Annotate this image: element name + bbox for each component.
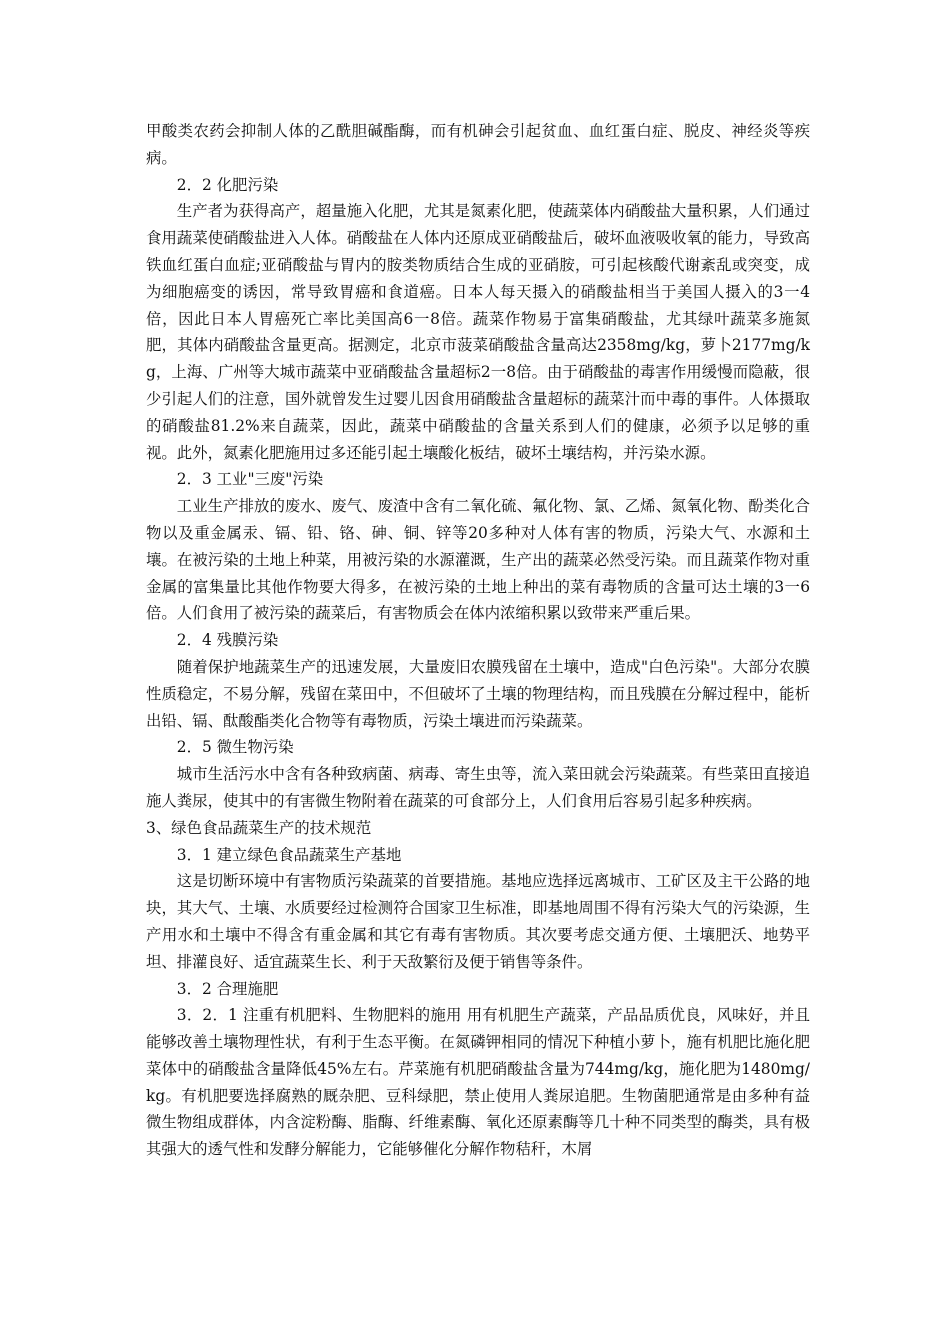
section-heading-3: 3、绿色食品蔬菜生产的技术规范 bbox=[146, 818, 372, 837]
paragraph-organic-fertilizer: 3．2．1 注重有机肥料、生物肥料的施用 用有机肥生产蔬菜，产品品质优良，风味好，并且能够改善土壤物理性状，有利于生态平衡。在氮磷钾相同的情况下种植小萝卜，施有机肥比施化肥菜体中的硝酸盐含量降低45%左右。芹菜施有机肥硝酸盐含量为744mg/kg，施化肥为1480mg/kg。有机肥要选择腐熟的厩杂肥、豆科绿肥，禁止使用人粪尿追肥。生物菌肥通常是由多种有益微生物组成群体，内含淀粉酶、脂酶、纤维素酶、氧化还原素酶等几十种不同类型的酶类，具有极其强大的透气性和发酵分解能力，它能够催化分解作物秸秆，木屑 bbox=[146, 1006, 810, 1159]
subheading-2-4: 2．4 残膜污染 bbox=[176, 631, 279, 650]
paragraph-continued: 甲酸类农药会抑制人体的乙酰胆碱酯酶，而有机砷会引起贫血、血红蛋白症、脱皮、神经炎等疾病。 bbox=[146, 122, 810, 167]
document-page bbox=[146, 118, 810, 1163]
paragraph-fertilizer-pollution: 生产者为获得高产，超量施入化肥，尤其是氮素化肥，使蔬菜体内硝酸盐大量积累，人们通过食用蔬菜使硝酸盐进入人体。硝酸盐在人体内还原成亚硝酸盐后，破坏血液吸收氧的能力，导致高铁血红蛋白血症;亚硝酸盐与胃内的胺类物质结合生成的亚硝胺，可引起核酸代谢紊乱或突变，成为细胞癌变的诱因，常导致胃癌和食道癌。日本人每天摄入的硝酸盐相当于美国人摄入的3一4倍，因此日本人胃癌死亡率比美国高6一8倍。蔬菜作物易于富集硝酸盐，尤其绿叶蔬菜多施氮肥，其体内硝酸盐含量更高。据测定，北京市菠菜硝酸盐含量高达2358mg/kg，萝卜2177mg/kg，上海、广州等大城市蔬菜中亚硝酸盐含量超标2一8倍。由于硝酸盐的毒害作用缓慢而隐蔽，很少引起人们的注意，国外就曾发生过婴儿因食用硝酸盐含量超标的蔬菜汁而中毒的事件。人体摄取的硝酸盐81.2%来自蔬菜，因此，蔬菜中硝酸盐的含量关系到人们的健康，必须予以足够的重视。此外，氮素化肥施用过多还能引起土壤酸化板结，破坏土壤结构，并污染水源。 bbox=[146, 202, 810, 462]
subheading-2-2: 2．2 化肥污染 bbox=[176, 175, 279, 194]
subheading-3-1: 3．1 建立绿色食品蔬菜生产基地 bbox=[176, 845, 402, 864]
paragraph-film-residue: 随着保护地蔬菜生产的迅速发展，大量废旧农膜残留在土壤中，造成"白色污染"。大部分农膜性质稳定，不易分解，残留在菜田中，不但破坏了土壤的物理结构，而且残膜在分解过程中，能析出铅、镉、酞酸酯类化合物等有毒物质，污染土壤进而污染蔬菜。 bbox=[146, 657, 810, 730]
subheading-2-3: 2．3 工业"三废"污染 bbox=[176, 470, 324, 489]
subheading-3-2: 3．2 合理施肥 bbox=[176, 979, 279, 998]
paragraph-production-base: 这是切断环境中有害物质污染蔬菜的首要措施。基地应选择远离城市、工矿区及主干公路的地块，其大气、土壤、水质要经过检测符合国家卫生标准，即基地周围不得有污染大气的污染源，生产用水和土壤中不得含有重金属和其它有毒有害物质。其次要考虑交通方便、土壤肥沃、地势平坦、排灌良好、适宜蔬菜生长、利于天敌繁衍及便于销售等条件。 bbox=[146, 872, 810, 971]
subheading-2-5: 2．5 微生物污染 bbox=[176, 738, 294, 757]
paragraph-industrial-waste: 工业生产排放的废水、废气、废渣中含有二氧化硫、氟化物、氯、乙烯、氮氧化物、酚类化合物以及重金属汞、镉、铅、铬、砷、铜、锌等20多种对人体有害的物质，污染大气、水源和土壤。在被污染的土地上种菜，用被污染的水源灌溉，生产出的蔬菜必然受污染。而且蔬菜作物对重金属的富集量比其他作物要大得多，在被污染的土地上种出的菜有毒物质的含量可达土壤的3一6倍。人们食用了被污染的蔬菜后，有害物质会在体内浓缩积累以致带来严重后果。 bbox=[146, 497, 810, 623]
paragraph-microbial: 城市生活污水中含有各种致病菌、病毒、寄生虫等，流入菜田就会污染蔬菜。有些菜田直接追施人粪尿，使其中的有害微生物附着在蔬菜的可食部分上，人们食用后容易引起多种疾病。 bbox=[146, 765, 810, 810]
